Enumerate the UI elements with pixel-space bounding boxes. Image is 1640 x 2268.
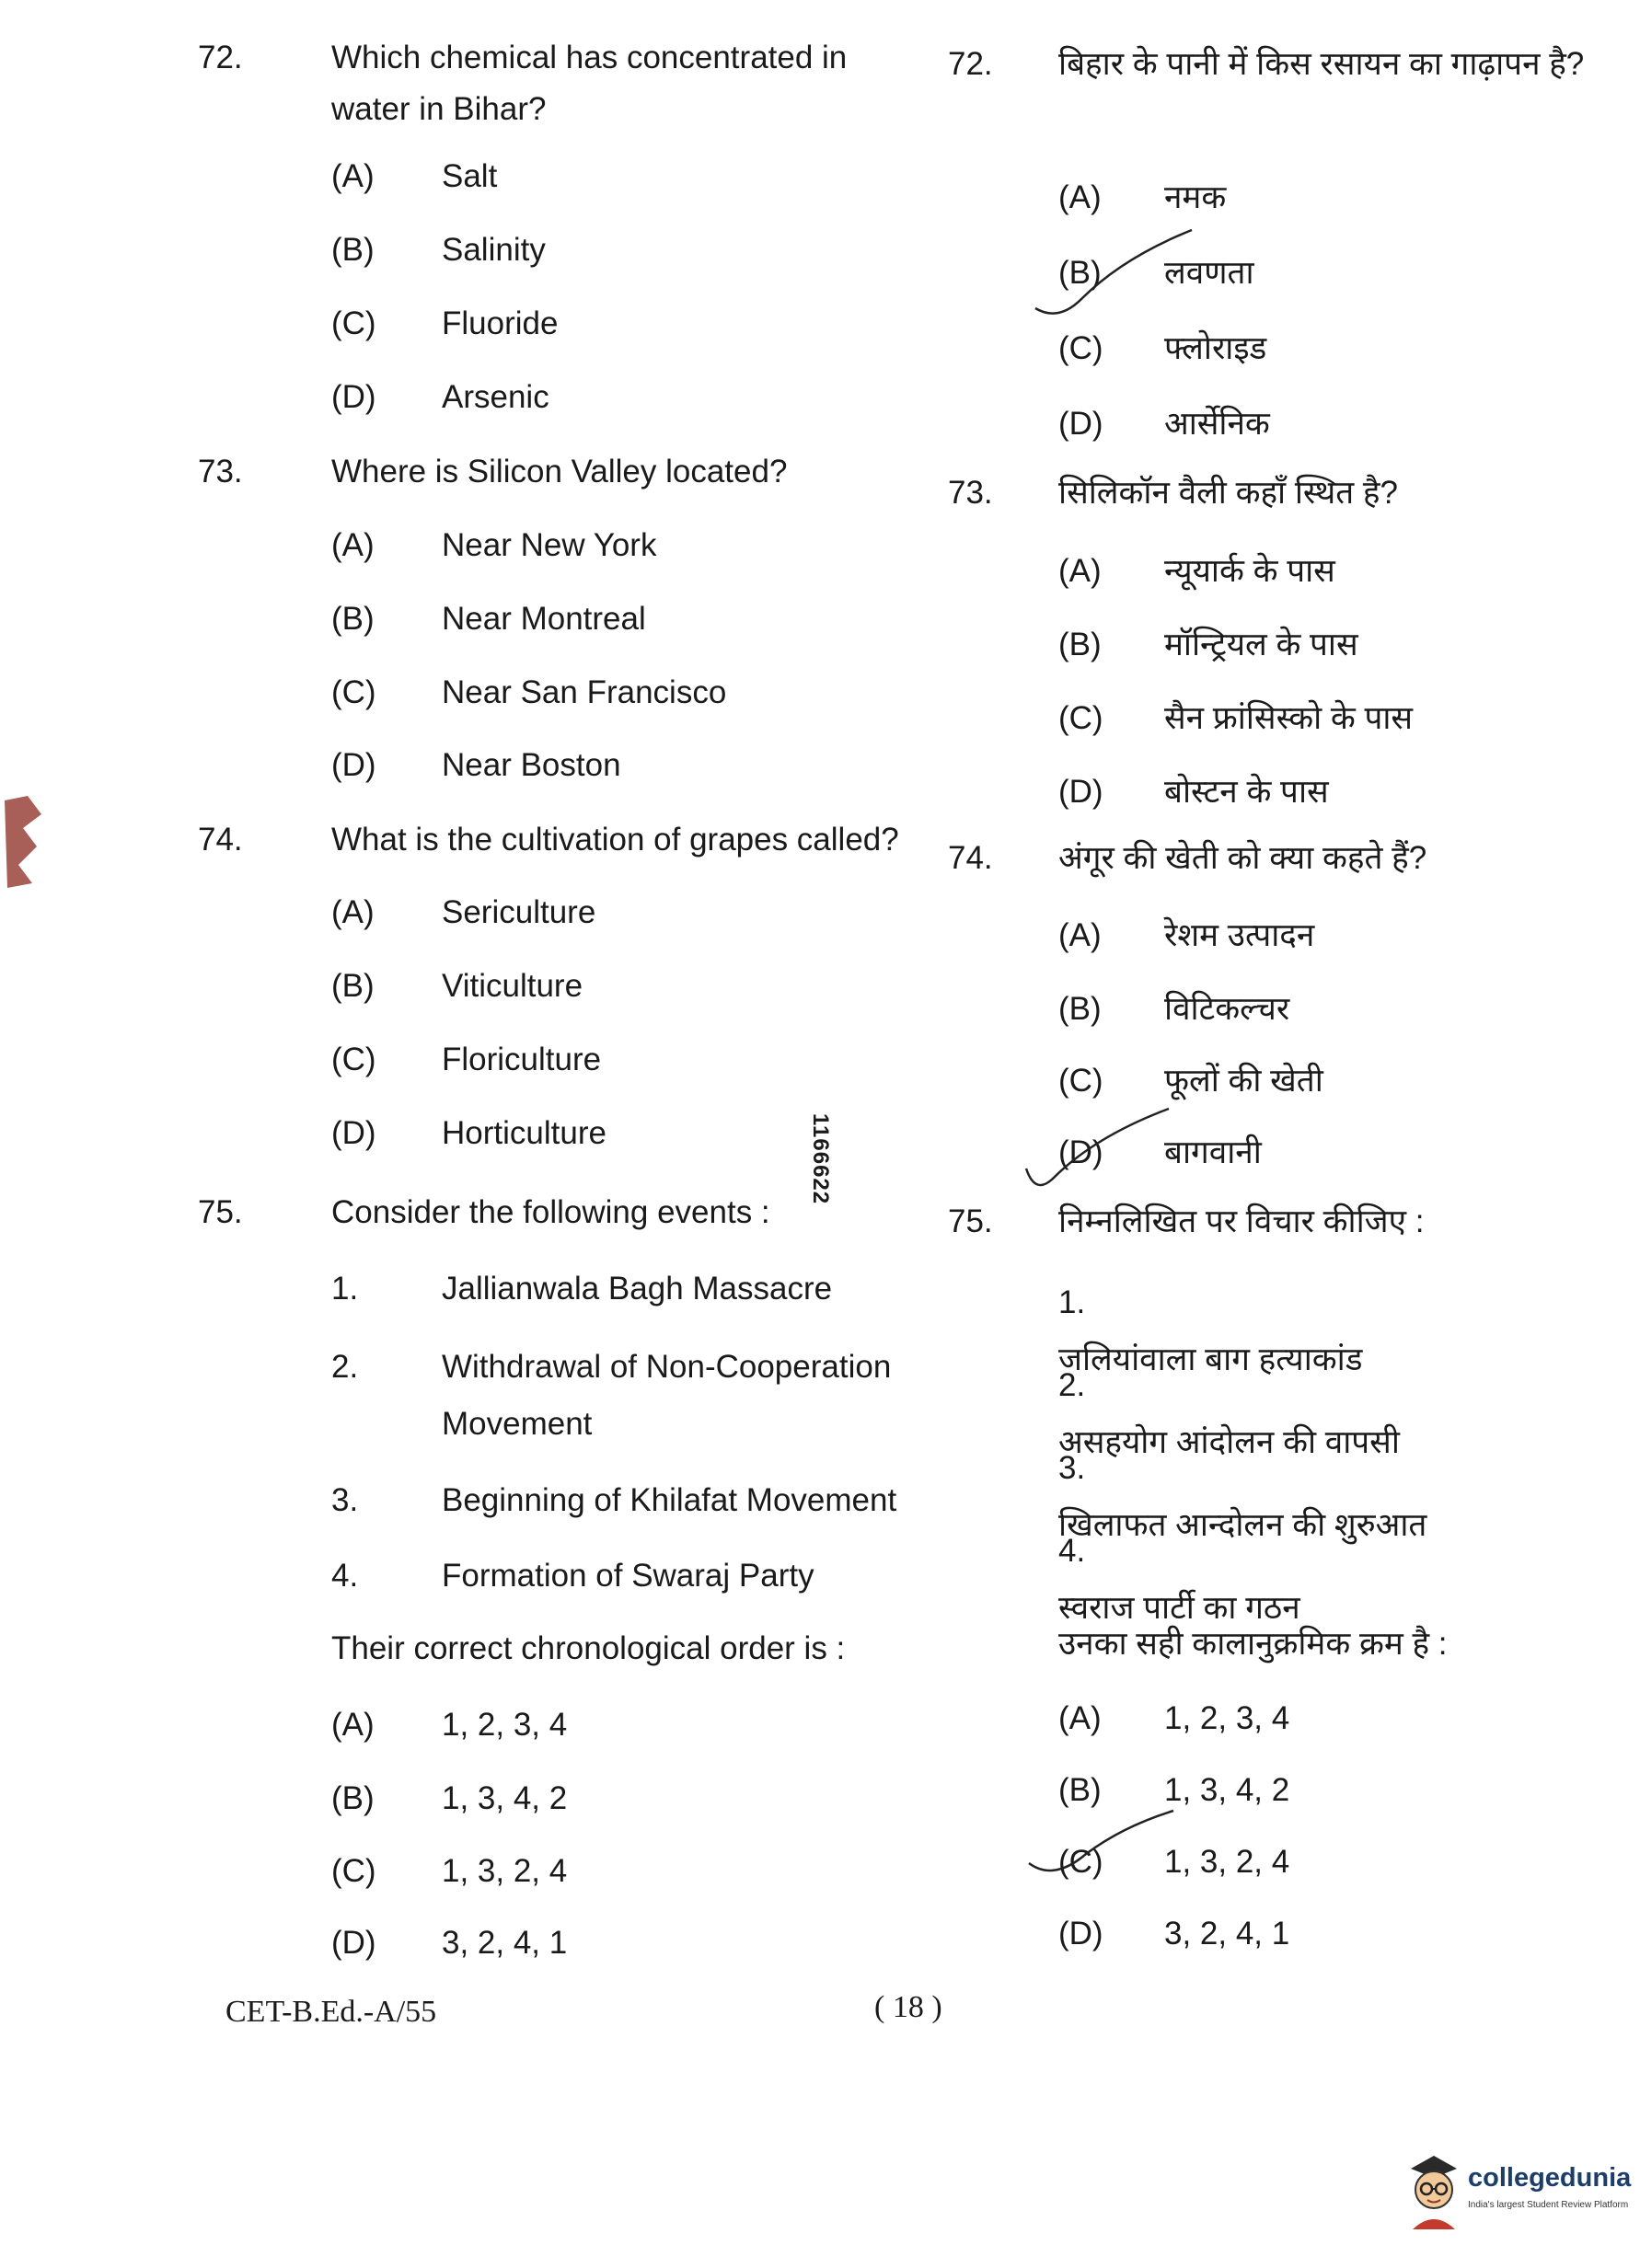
option-a: (A) 1, 2, 3, 4	[1058, 1700, 1290, 1736]
option-b: (B) 1, 3, 4, 2	[331, 1780, 568, 1816]
option-b: (B) मॉन्ट्रियल के पास	[1058, 627, 1358, 662]
option-d: (D) Arsenic	[331, 379, 549, 415]
option-b: (B) विटिकल्चर	[1058, 991, 1290, 1027]
question-number: 75.	[948, 1203, 993, 1239]
option-a: (A) नमक	[1058, 179, 1227, 215]
option-a: (A) Near New York	[331, 527, 657, 563]
event-item-1: 1. Jallianwala Bagh Massacre	[331, 1271, 833, 1307]
option-b: (B) 1, 3, 4, 2	[1058, 1772, 1290, 1808]
question-number: 72.	[948, 46, 993, 82]
event-item-3: 3.खिलाफत आन्दोलन की शुरुआत	[1058, 1450, 1427, 1543]
brand-name: collegedunia	[1468, 2163, 1632, 2193]
option-c: (C) Floriculture	[331, 1042, 602, 1077]
question-text: अंगूर की खेती को क्या कहते हैं?	[1058, 840, 1427, 876]
option-b: (B) लवणता	[1058, 255, 1254, 291]
option-b: (B) Salinity	[331, 232, 546, 268]
option-c: (C) फूलों की खेती	[1058, 1063, 1323, 1099]
question-text: सिलिकॉन वैली कहाँ स्थित है?	[1058, 475, 1398, 511]
question-text: Consider the following events :	[331, 1194, 770, 1230]
event-item-2: 2. Withdrawal of Non-Cooperation Movement	[331, 1349, 892, 1442]
question-number: 72.	[198, 40, 243, 75]
option-d: (D) 3, 2, 4, 1	[331, 1925, 568, 1961]
option-d: (D) 3, 2, 4, 1	[1058, 1916, 1290, 1951]
question-number: 74.	[948, 840, 993, 876]
answer-tick-mark-q74	[1012, 1104, 1196, 1205]
answer-tick-mark-q72	[1031, 225, 1215, 327]
question-text: Where is Silicon Valley located?	[331, 454, 788, 489]
option-a: (A) रेशम उत्पादन	[1058, 917, 1315, 953]
option-a: (A) 1, 2, 3, 4	[331, 1707, 568, 1743]
page-number: ( 18 )	[874, 1990, 942, 2024]
option-c: (C) फ्लोराइड	[1058, 330, 1267, 366]
event-item-2: 2.असहयोग आंदोलन की वापसी	[1058, 1367, 1400, 1460]
question-number: 73.	[948, 475, 993, 511]
event-item-3: 3. Beginning of Khilafat Movement	[331, 1482, 897, 1518]
question-text: बिहार के पानी में किस रसायन का गाढ़ापन है?	[1058, 46, 1585, 82]
chronological-order-prompt: उनका सही कालानुक्रमिक क्रम है :	[1058, 1626, 1448, 1662]
option-c: (C) सैन फ्रांसिस्को के पास	[1058, 700, 1414, 736]
option-b: (B) Viticulture	[331, 968, 583, 1004]
question-number: 73.	[198, 454, 243, 489]
question-text: What is the cultivation of grapes called?	[331, 822, 899, 858]
event-item-4: 4.स्वराज पार्टी का गठन	[1058, 1533, 1300, 1626]
paper-serial-number: 1166622	[808, 1113, 833, 1205]
option-c: (C) 1, 3, 2, 4	[331, 1853, 568, 1889]
option-d: (D) बोस्टन के पास	[1058, 774, 1329, 810]
option-a: (A) Salt	[331, 158, 498, 194]
event-item-4: 4. Formation of Swaraj Party	[331, 1558, 814, 1594]
option-d: (D) Horticulture	[331, 1115, 606, 1151]
option-a: (A) Sericulture	[331, 894, 596, 930]
option-c: (C) 1, 3, 2, 4	[1058, 1844, 1290, 1880]
option-c: (C) Near San Francisco	[331, 674, 727, 710]
paper-code: CET-B.Ed.-A/55	[225, 1995, 437, 2029]
question-text: निम्नलिखित पर विचार कीजिए :	[1058, 1203, 1425, 1239]
event-item-1: 1.जलियांवाला बाग हत्याकांड	[1058, 1284, 1363, 1377]
student-mascot-icon	[1403, 2148, 1464, 2231]
question-text: Which chemical has concentrated in water in Bihar?	[331, 40, 848, 127]
chronological-order-prompt: Their correct chronological order is :	[331, 1630, 846, 1666]
scan-smudge	[0, 791, 55, 892]
collegedunia-logo	[1403, 2148, 1634, 2236]
option-d: (D) Near Boston	[331, 747, 621, 783]
option-b: (B) Near Montreal	[331, 601, 646, 637]
option-d: (D) आर्सेनिक	[1058, 406, 1270, 442]
option-c: (C) Fluoride	[331, 305, 559, 341]
option-a: (A) न्यूयार्क के पास	[1058, 553, 1335, 589]
answer-tick-mark-q75	[1022, 1803, 1206, 1905]
option-d: (D) बागवानी	[1058, 1134, 1262, 1170]
question-number: 75.	[198, 1194, 243, 1230]
brand-tagline: India's largest Student Review Platform	[1468, 2200, 1629, 2210]
question-number: 74.	[198, 822, 243, 858]
